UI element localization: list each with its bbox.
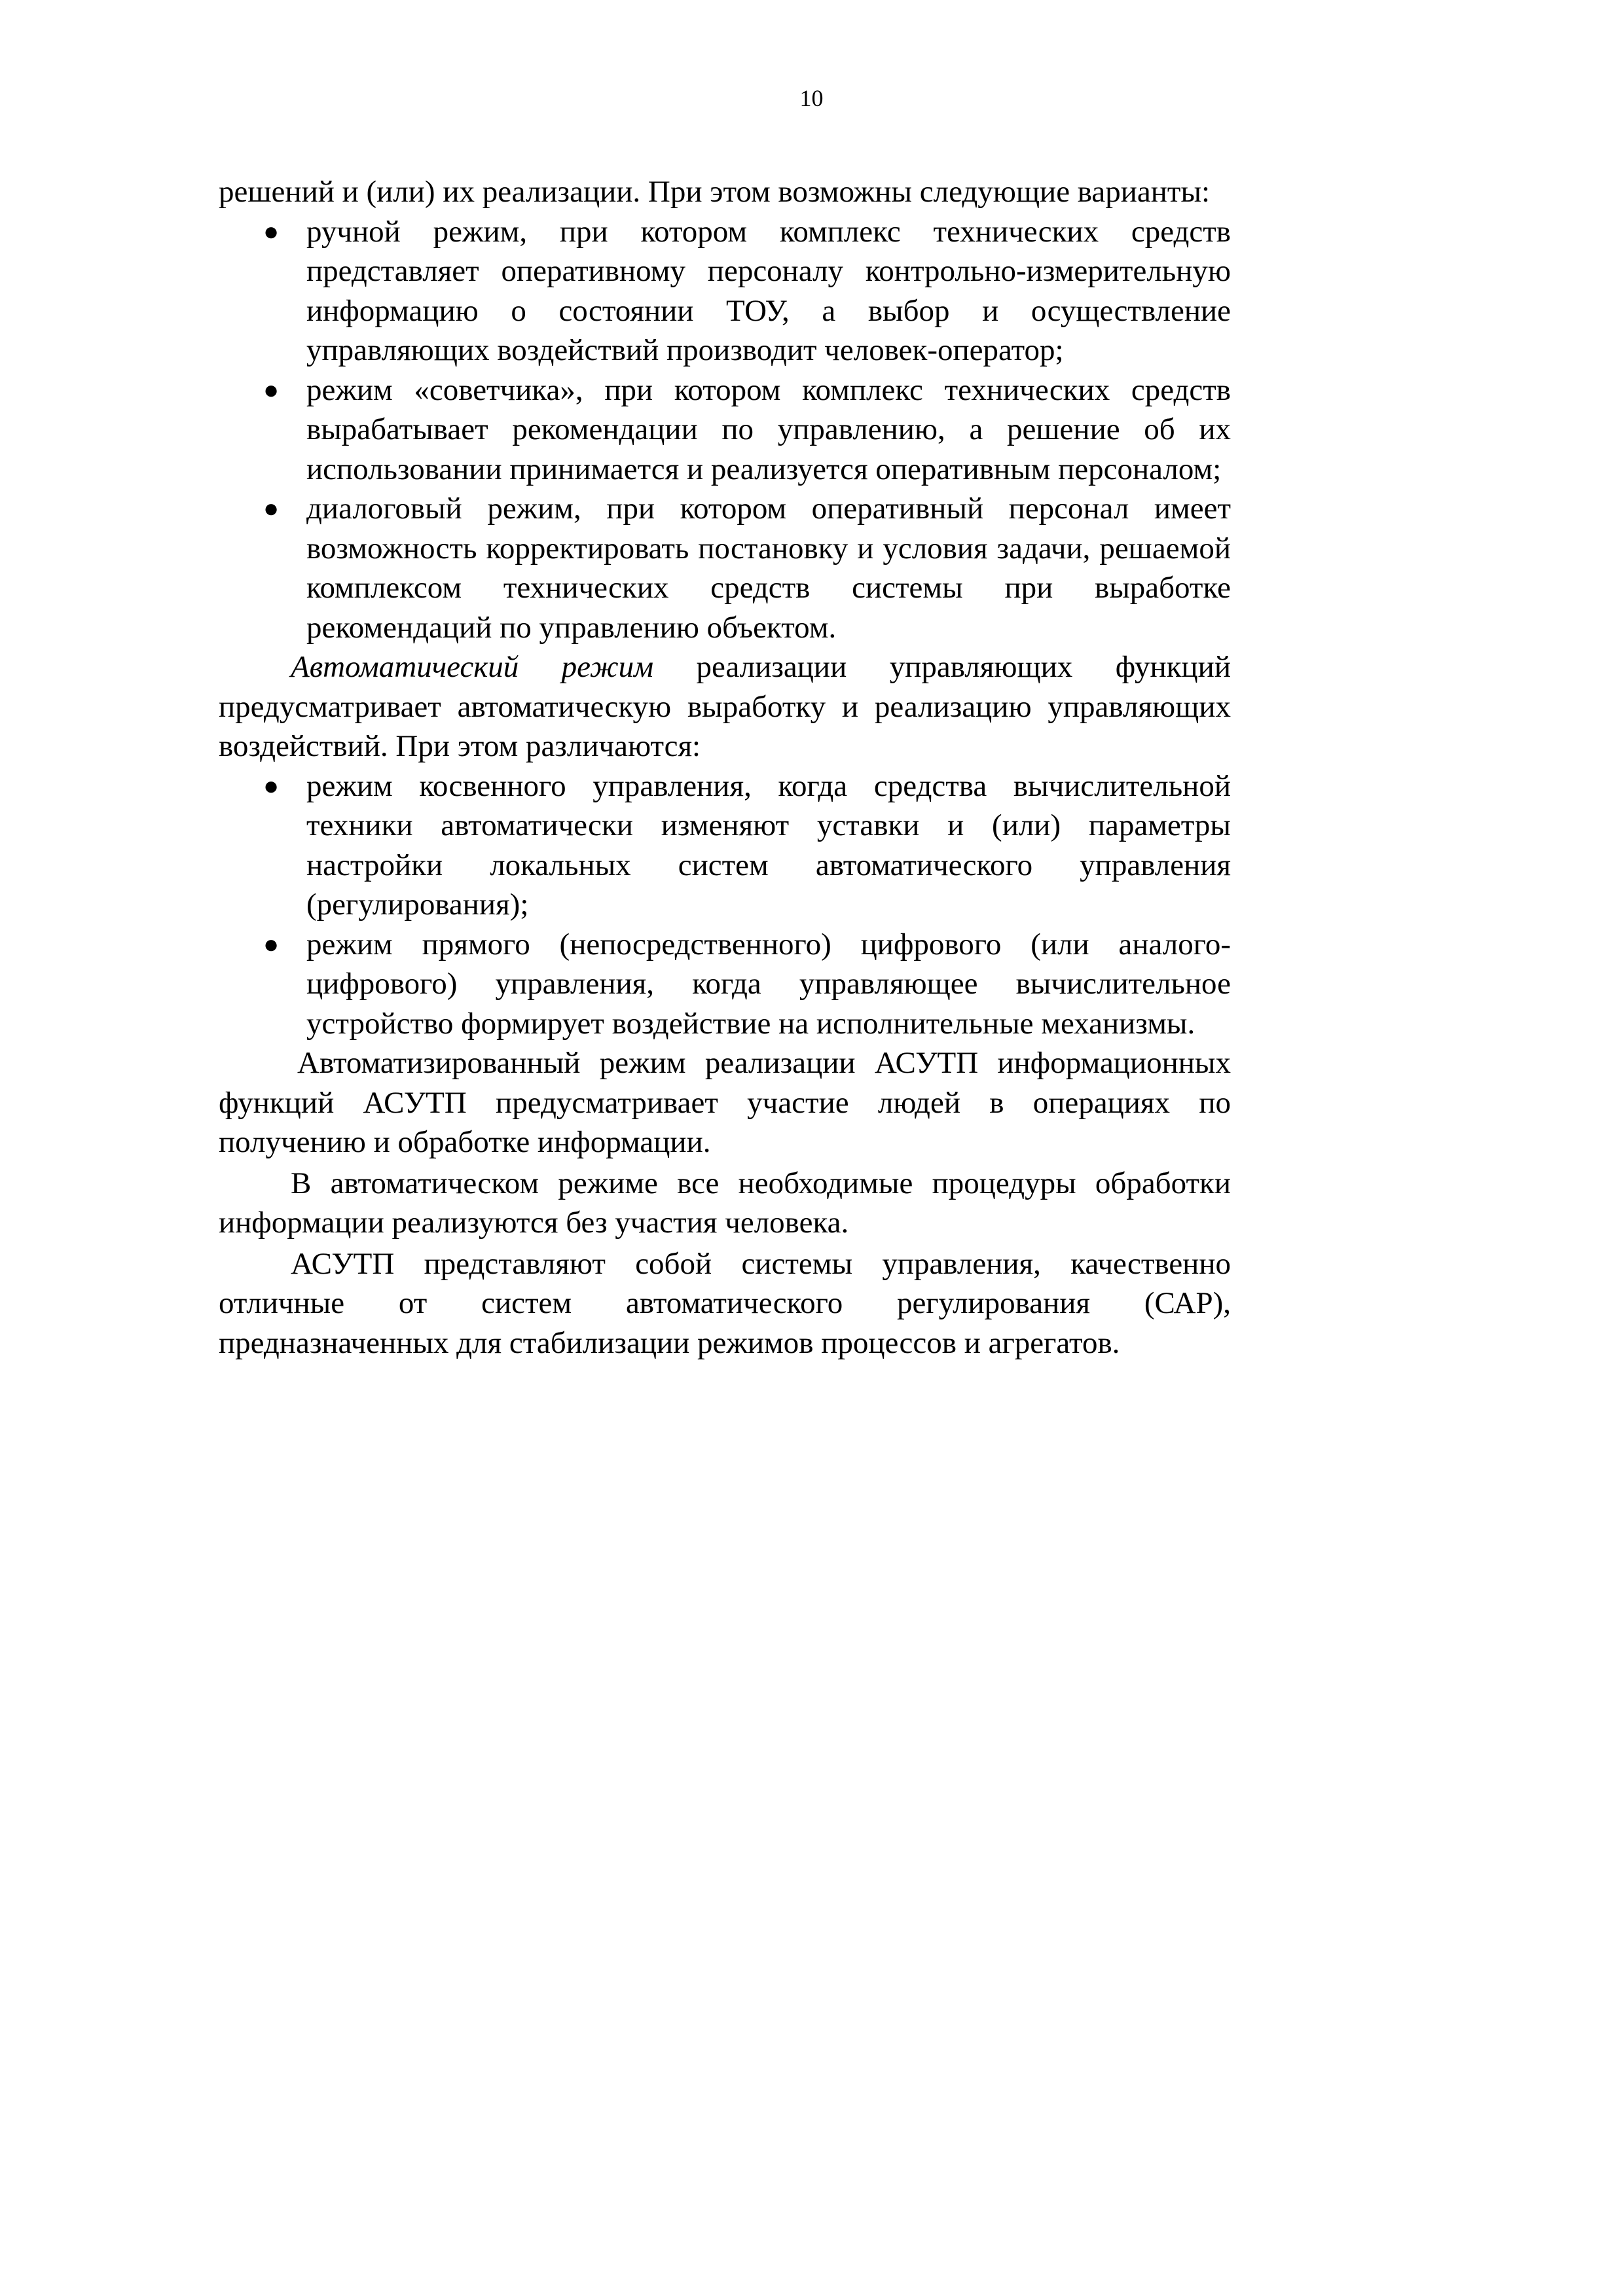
bullet-icon: ● [263, 770, 280, 800]
list-item-text: ручной режим, при котором комплекс технических средств представляет оперативному персоналу контрольно-измерительную информацию о состоянии ТОУ, а выбор и осуществление управляющих воздействий производит человек-оператор; [306, 214, 1231, 367]
list-item-text: диалоговый режим, при котором оперативный персонал имеет возможность корректировать постановку и условия задачи, решаемой комплексом технических средств системы при выработке рекомендаций по управлению объектом. [306, 492, 1231, 645]
list-item [263, 370, 1231, 490]
page-number: 10 [799, 85, 824, 111]
list-item [263, 489, 1231, 647]
bullet-icon: ● [263, 216, 280, 246]
automatic-processing-paragraph: В автоматическом режиме все необходимые процедуры обработки информации реализуются без участия человека. [219, 1166, 1231, 1240]
automatic-mode-text: реализации управляющих функций предусматривает автоматическую выработку и реализацию управляющих воздействий. При этом различаются: [219, 650, 1231, 763]
bullet-list-control [219, 766, 1231, 1044]
bullet-list-modes [219, 212, 1231, 648]
bullet-icon: ● [263, 374, 280, 404]
automatic-mode-term: Автоматический режим [291, 650, 654, 684]
bullet-icon: ● [263, 929, 280, 959]
document-body [219, 172, 1231, 1363]
automated-mode-paragraph: Автоматизированный режим реализации АСУТП информационных функций АСУТП предусматривает участие людей в операциях по получению и обработке информации. [219, 1046, 1231, 1159]
list-item-text: режим косвенного управления, когда средства вычислительной техники автоматически изменяют уставки и (или) параметры настройки локальных систем автоматического управления (регулирования); [306, 768, 1231, 922]
list-item-text: режим прямого (непосредственного) цифрового (или аналого-цифрового) управления, когда управляющее вычислительное устройство формирует воздействие на исполнительные механизмы. [306, 927, 1231, 1041]
list-item-text: режим «советчика», при котором комплекс технических средств вырабатывает рекомендации по управлению, а решение об их использовании принимается и реализуется оперативным персоналом; [306, 372, 1231, 486]
list-item [263, 925, 1231, 1044]
asutp-definition-paragraph: АСУТП представляют собой системы управления, качественно отличные от систем автоматического регулирования (САР), предназначенных для стабилизации режимов процессов и агрегатов. [219, 1246, 1231, 1360]
bullet-icon: ● [263, 493, 280, 523]
automatic-mode-paragraph [219, 647, 1231, 766]
list-item [263, 766, 1231, 925]
intro-paragraph: решений и (или) их реализации. При этом возможны следующие варианты: [219, 175, 1211, 209]
list-item [263, 212, 1231, 370]
